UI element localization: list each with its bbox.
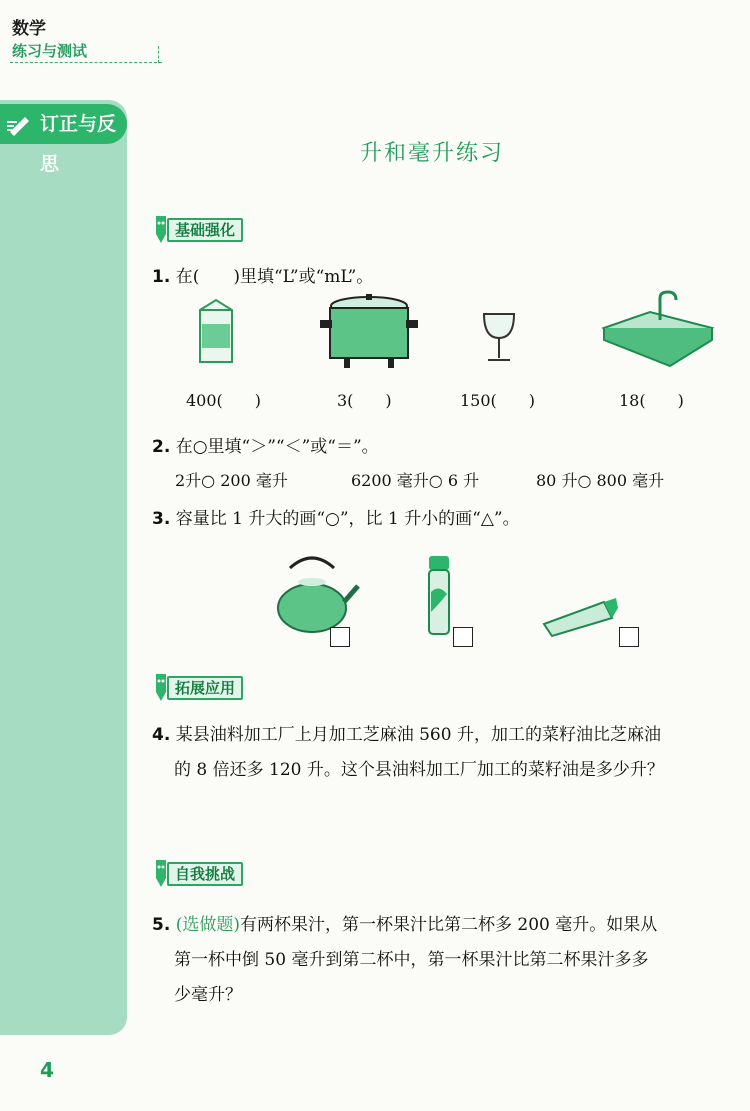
thermos-icon [426, 554, 452, 636]
question-5-text-2: 第一杯中倒 50 毫升到第二杯中，第一杯果汁比第二杯果汁多多 [174, 950, 649, 970]
question-2-number: 2. [152, 437, 171, 457]
optional-tag: (选做题) [175, 915, 240, 935]
question-2-text: 在○里填“＞”“＜”或“＝”。 [175, 437, 379, 457]
question-5-line-1 [152, 910, 657, 935]
kettle-icon [266, 548, 360, 634]
page-number: 4 [40, 1058, 54, 1082]
question-4-line-1 [152, 720, 661, 745]
section-extend [150, 672, 260, 702]
q2-compare-1[interactable]: 2升○ 200 毫升 [175, 471, 288, 490]
section-challenge-label: 自我挑战 [167, 862, 243, 886]
pot-icon [320, 292, 418, 370]
q2-compare-2[interactable]: 6200 毫升○ 6 升 [351, 471, 480, 490]
section-extend-label: 拓展应用 [167, 676, 243, 700]
toothpaste-icon [542, 598, 618, 638]
question-2 [152, 432, 379, 457]
question-1-text: 在( )里填“L”或“mL”。 [175, 267, 374, 287]
question-4-text-1: 某县油料加工厂上月加工芝麻油 560 升，加工的菜籽油比芝麻油 [175, 725, 661, 745]
question-5-number: 5. [152, 915, 171, 935]
pencil-lines-icon [7, 112, 35, 136]
q1-answer-4[interactable]: 18( ) [619, 391, 684, 410]
sink-icon [600, 290, 716, 370]
question-5-text-1: 有两杯果汁，第一杯果汁比第二杯多 200 毫升。如果从 [239, 915, 658, 935]
correction-sidebar [0, 100, 127, 1035]
question-1 [152, 262, 373, 287]
book-title: 练习与测试 [12, 42, 88, 60]
wine-glass-icon [480, 312, 518, 364]
milk-carton-icon [192, 298, 240, 364]
header-divider [10, 62, 162, 63]
q3-answer-box-1[interactable] [330, 627, 350, 647]
q3-answer-box-3[interactable] [619, 627, 639, 647]
q3-answer-box-2[interactable] [453, 627, 473, 647]
question-3 [152, 504, 520, 529]
book-subject: 数学 [12, 19, 46, 39]
question-4-text-2: 的 8 倍还多 120 升。这个县油料加工厂加工的菜籽油是多少升？ [174, 760, 664, 780]
question-3-number: 3. [152, 509, 171, 529]
page-title: 升和毫升练习 [360, 141, 505, 166]
sidebar-tab [0, 104, 127, 175]
section-basic-label: 基础强化 [167, 218, 243, 242]
question-4-number: 4. [152, 725, 171, 745]
section-challenge [150, 858, 260, 888]
q1-answer-2[interactable]: 3( ) [337, 391, 392, 410]
sidebar-tab-label: 订正与反思 [40, 113, 117, 175]
question-5-text-3: 少毫升？ [174, 985, 242, 1005]
q1-answer-3[interactable]: 150( ) [460, 391, 536, 410]
header-divider-vertical [158, 46, 159, 63]
section-basic [150, 214, 260, 244]
q2-compare-3[interactable]: 80 升○ 800 毫升 [536, 471, 665, 490]
q1-answer-1[interactable]: 400( ) [186, 391, 262, 410]
question-3-text: 容量比 1 升大的画“○”，比 1 升小的画“△”。 [175, 509, 520, 529]
question-1-number: 1. [152, 267, 171, 287]
